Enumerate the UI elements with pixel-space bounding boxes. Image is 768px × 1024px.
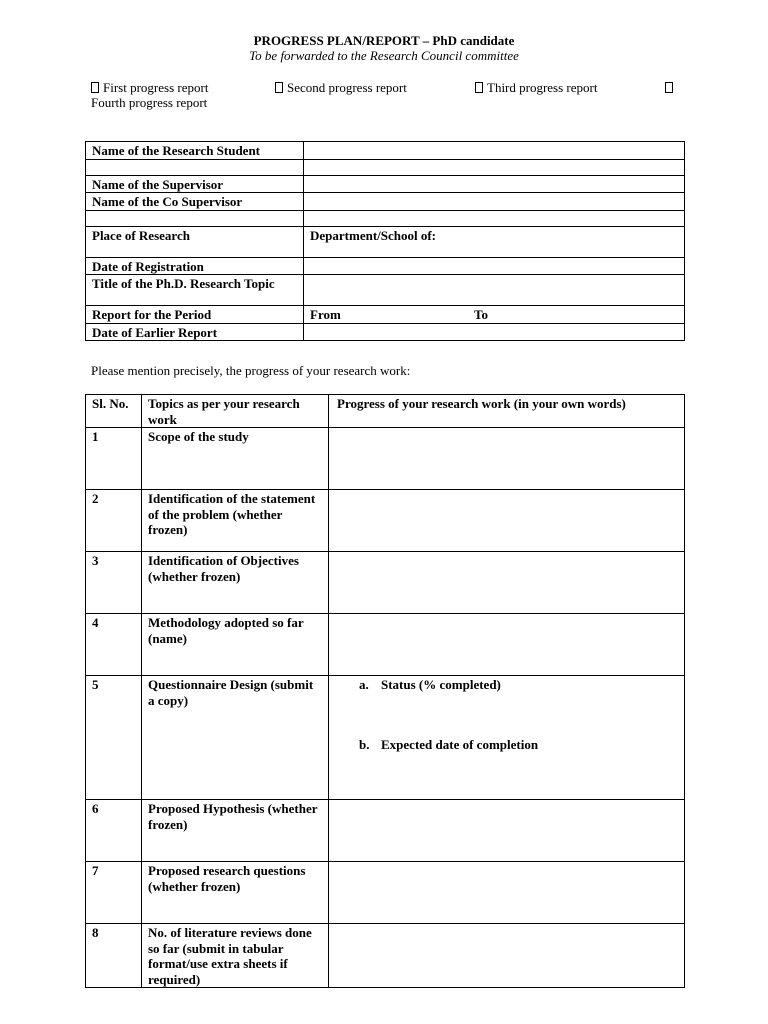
spacer-cell [86, 159, 304, 175]
row-topic: Scope of the study [142, 428, 329, 490]
completion-date-label: Expected date of completion [381, 737, 539, 752]
questionnaire-progress-field[interactable] [329, 676, 685, 800]
from-label: From [310, 307, 341, 322]
option-third-progress-report[interactable] [475, 80, 597, 96]
row-number: 7 [86, 862, 142, 924]
progress-intro-text: Please mention precisely, the progress of your research work: [91, 363, 411, 378]
questionnaire-status-item [359, 677, 501, 693]
row-number: 8 [86, 924, 142, 988]
checkbox-icon[interactable] [665, 82, 673, 93]
candidate-info-table [85, 141, 685, 341]
co-supervisor-label: Name of the Co Supervisor [86, 193, 304, 211]
row-number: 3 [86, 552, 142, 614]
date-of-registration-field[interactable] [304, 257, 685, 275]
option-label: Second progress report [287, 80, 407, 95]
checkbox-icon[interactable] [91, 82, 99, 93]
page-subtitle: To be forwarded to the Research Council committee [249, 48, 519, 63]
progress-entry-field[interactable] [329, 428, 685, 490]
checkbox-icon[interactable] [275, 82, 283, 93]
place-of-research-label: Place of Research [86, 226, 304, 257]
progress-entry-field[interactable] [329, 924, 685, 988]
header-topics: Topics as per your research work [142, 395, 329, 428]
row-topic: Proposed Hypothesis (whether frozen) [142, 800, 329, 862]
earlier-report-field[interactable] [304, 323, 685, 341]
row-topic: Identification of Objectives (whether frozen) [142, 552, 329, 614]
department-label[interactable]: Department/School of: [304, 226, 685, 257]
row-number: 2 [86, 490, 142, 552]
earlier-report-label: Date of Earlier Report [86, 323, 304, 341]
row-topic: No. of literature reviews done so far (submit in tabular format/use extra sheets if required) [142, 924, 329, 988]
row-topic: Identification of the statement of the problem (whether frozen) [142, 490, 329, 552]
progress-entry-field[interactable] [329, 552, 685, 614]
row-topic: Proposed research questions (whether frozen) [142, 862, 329, 924]
report-period-label: Report for the Period [86, 306, 304, 324]
report-period-field[interactable] [304, 306, 685, 324]
checkbox-icon[interactable] [475, 82, 483, 93]
option-second-progress-report[interactable] [275, 80, 407, 96]
header-sl-no: Sl. No. [86, 395, 142, 428]
row-number: 5 [86, 676, 142, 800]
co-supervisor-field[interactable] [304, 193, 685, 211]
research-topic-field[interactable] [304, 275, 685, 306]
research-topic-label: Title of the Ph.D. Research Topic [86, 275, 304, 306]
research-progress-table [85, 394, 685, 988]
spacer-cell [86, 210, 304, 226]
progress-entry-field[interactable] [329, 862, 685, 924]
progress-entry-field[interactable] [329, 800, 685, 862]
row-topic: Methodology adopted so far (name) [142, 614, 329, 676]
option-fourth-progress-report-label: Fourth progress report [91, 95, 208, 110]
option-fourth-progress-report-checkbox[interactable] [665, 80, 677, 96]
date-of-registration-label: Date of Registration [86, 257, 304, 275]
status-label: Status (% completed) [381, 677, 501, 692]
progress-entry-field[interactable] [329, 490, 685, 552]
option-label: First progress report [103, 80, 209, 95]
list-marker: a. [359, 677, 369, 692]
header-progress: Progress of your research work (in your own words) [329, 395, 685, 428]
row-number: 1 [86, 428, 142, 490]
spacer-cell [304, 210, 685, 226]
option-first-progress-report[interactable] [91, 80, 208, 96]
questionnaire-completion-item [359, 737, 538, 753]
row-number: 6 [86, 800, 142, 862]
row-topic: Questionnaire Design (submit a copy) [142, 676, 329, 800]
row-number: 4 [86, 614, 142, 676]
supervisor-label: Name of the Supervisor [86, 175, 304, 193]
progress-entry-field[interactable] [329, 614, 685, 676]
supervisor-field[interactable] [304, 175, 685, 193]
student-name-field[interactable] [304, 142, 685, 160]
page-title: PROGRESS PLAN/REPORT – PhD candidate [253, 33, 515, 48]
option-label: Third progress report [487, 80, 598, 95]
spacer-cell [304, 159, 685, 175]
list-marker: b. [359, 737, 370, 752]
to-label: To [474, 307, 488, 322]
student-name-label: Name of the Research Student [86, 142, 304, 160]
